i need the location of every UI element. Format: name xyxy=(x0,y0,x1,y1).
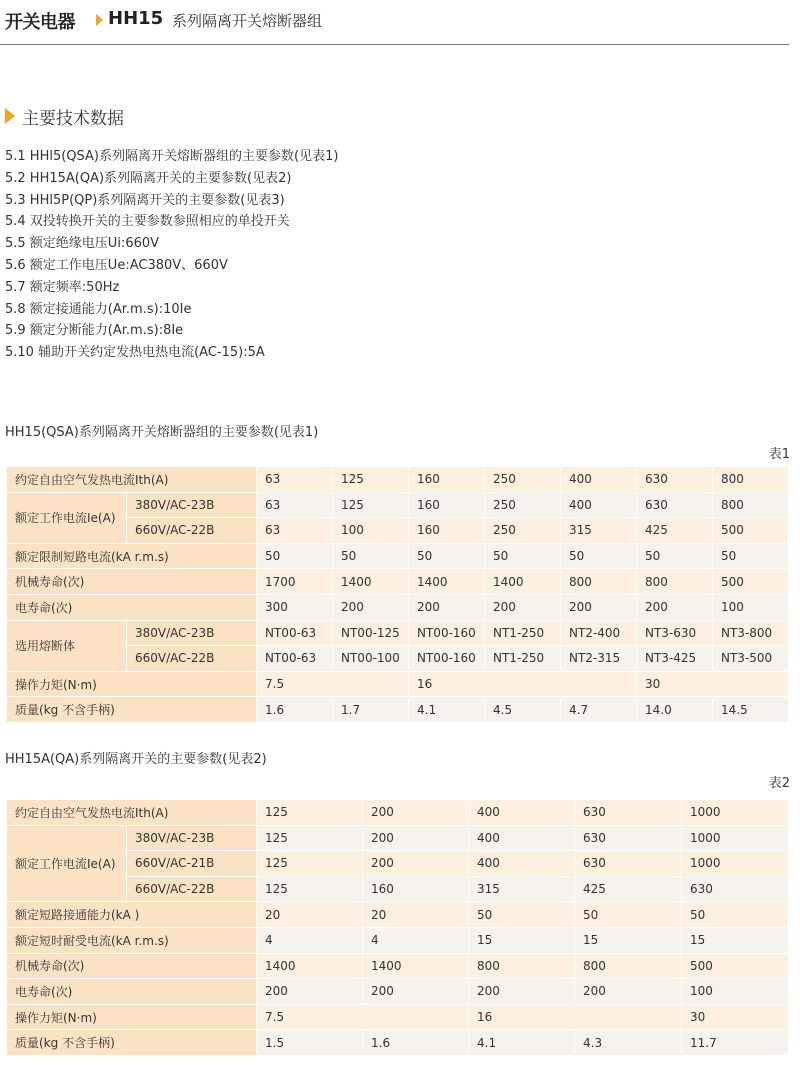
row-sublabel: 660V/AC-22B xyxy=(127,646,257,672)
table-cell: 125 xyxy=(257,825,363,851)
table-cell: 630 xyxy=(682,876,789,902)
table-cell: 125 xyxy=(257,876,363,902)
table-cell: 30 xyxy=(682,1004,789,1030)
table1 xyxy=(6,466,789,723)
table-cell: 14.0 xyxy=(637,697,713,723)
table-row xyxy=(7,569,789,595)
table-cell: 100 xyxy=(713,594,789,620)
table-row xyxy=(7,979,789,1005)
table-cell: 1400 xyxy=(409,569,485,595)
table-cell: 125 xyxy=(333,467,409,493)
spec-list xyxy=(5,146,338,364)
table-cell: 400 xyxy=(561,467,637,493)
table-cell: 400 xyxy=(469,800,575,826)
table2 xyxy=(6,799,789,1056)
table-cell: 160 xyxy=(363,876,469,902)
table-cell: NT3-425 xyxy=(637,646,713,672)
table-cell: 200 xyxy=(363,800,469,826)
table-cell: 800 xyxy=(713,467,789,493)
table-cell: NT1-250 xyxy=(485,620,561,646)
table-cell: 63 xyxy=(257,467,333,493)
row-label: 机械寿命(次) xyxy=(7,569,257,595)
table-cell: 1.6 xyxy=(363,1030,469,1056)
row-label: 额定工作电流Ie(A) xyxy=(7,492,127,543)
spec-item: 5.2 HH15A(QA)系列隔离开关的主要参数(见表2) xyxy=(5,170,292,186)
table-cell: 125 xyxy=(333,492,409,518)
table-cell: 63 xyxy=(257,518,333,544)
table-cell: 1700 xyxy=(257,569,333,595)
table-cell: 200 xyxy=(637,594,713,620)
table-cell: 400 xyxy=(469,825,575,851)
table1-caption: HH15(QSA)系列隔离开关熔断器组的主要参数(见表1) xyxy=(5,425,319,440)
row-sublabel: 380V/AC-23B xyxy=(127,620,257,646)
table-cell: NT00-125 xyxy=(333,620,409,646)
table-row xyxy=(7,1030,789,1056)
table-cell: 315 xyxy=(469,876,575,902)
table-cell: 800 xyxy=(469,953,575,979)
table-cell: 800 xyxy=(637,569,713,595)
table-cell: 16 xyxy=(469,1004,682,1030)
row-label: 电寿命(次) xyxy=(7,979,257,1005)
table-cell: 200 xyxy=(561,594,637,620)
table-row xyxy=(7,620,789,646)
table-cell: 50 xyxy=(333,543,409,569)
table1-number: 表1 xyxy=(768,447,790,462)
section-title: 主要技术数据 xyxy=(22,109,124,129)
header-arrow-icon xyxy=(96,14,103,26)
table-cell: 50 xyxy=(637,543,713,569)
spec-item: 5.4 双投转换开关的主要参数参照相应的单投开关 xyxy=(5,214,290,230)
table-cell: 125 xyxy=(257,800,363,826)
table-row xyxy=(7,1004,789,1030)
table-cell: 630 xyxy=(575,851,682,877)
table-cell: 630 xyxy=(637,492,713,518)
table-row xyxy=(7,902,789,928)
table-cell: NT00-160 xyxy=(409,646,485,672)
spec-item: 5.7 额定频率:50Hz xyxy=(5,279,120,295)
table-cell: 200 xyxy=(409,594,485,620)
row-label: 电寿命(次) xyxy=(7,594,257,620)
table-cell: 800 xyxy=(575,953,682,979)
category-title: 开关电器 xyxy=(5,12,75,33)
table-cell: 4.1 xyxy=(409,697,485,723)
table-cell: 125 xyxy=(257,851,363,877)
table-cell: 20 xyxy=(257,902,363,928)
table-cell: 100 xyxy=(682,979,789,1005)
table-cell: NT3-800 xyxy=(713,620,789,646)
table-row xyxy=(7,697,789,723)
table-cell: 425 xyxy=(637,518,713,544)
table-cell: 200 xyxy=(333,594,409,620)
table-cell: 1400 xyxy=(257,953,363,979)
table-cell: 15 xyxy=(682,927,789,953)
table-cell: 30 xyxy=(637,671,789,697)
table-cell: 1400 xyxy=(333,569,409,595)
table-cell: 50 xyxy=(682,902,789,928)
spec-item: 5.3 HHl5P(QP)系列隔离开关的主要参数(见表3) xyxy=(5,192,285,208)
table-cell: 250 xyxy=(485,467,561,493)
table-cell: 4.5 xyxy=(485,697,561,723)
spec-item: 5.5 额定绝缘电压Ui:660V xyxy=(5,236,160,252)
row-sublabel: 660V/AC-22B xyxy=(127,876,257,902)
table-cell: 50 xyxy=(485,543,561,569)
page-header xyxy=(0,0,789,45)
table-cell: 160 xyxy=(409,492,485,518)
section-arrow-icon xyxy=(5,108,15,124)
table-cell: 4 xyxy=(363,927,469,953)
table-cell: 200 xyxy=(575,979,682,1005)
row-label: 机械寿命(次) xyxy=(7,953,257,979)
table-cell: 4.7 xyxy=(561,697,637,723)
spec-item: 5.1 HHl5(QSA)系列隔离开关熔断器组的主要参数(见表1) xyxy=(5,149,339,164)
row-label: 操作力矩(N·m) xyxy=(7,1004,257,1030)
row-sublabel: 380V/AC-23B xyxy=(127,825,257,851)
table-cell: 15 xyxy=(575,927,682,953)
table-cell: 63 xyxy=(257,492,333,518)
row-sublabel: 660V/AC-22B xyxy=(127,518,257,544)
row-label: 质量(kg 不含手柄) xyxy=(7,1030,257,1056)
row-label: 操作力矩(N·m) xyxy=(7,671,257,697)
table-cell: NT00-100 xyxy=(333,646,409,672)
spec-item: 5.10 辅助开关约定发热电热电流(AC-15):5A xyxy=(5,345,265,361)
table-cell: NT2-400 xyxy=(561,620,637,646)
table-cell: 1.5 xyxy=(257,1030,363,1056)
table-row xyxy=(7,927,789,953)
table-cell: 425 xyxy=(575,876,682,902)
row-sublabel: 380V/AC-23B xyxy=(127,492,257,518)
table-cell: 160 xyxy=(409,518,485,544)
table-cell: 50 xyxy=(575,902,682,928)
table-cell: NT3-630 xyxy=(637,620,713,646)
table-cell: 1400 xyxy=(485,569,561,595)
row-label: 质量(kg 不含手柄) xyxy=(7,697,257,723)
table-cell: 630 xyxy=(637,467,713,493)
table-cell: 1400 xyxy=(363,953,469,979)
table-cell: NT1-250 xyxy=(485,646,561,672)
table-cell: 400 xyxy=(561,492,637,518)
table-cell: 250 xyxy=(485,518,561,544)
table-cell: 500 xyxy=(682,953,789,979)
table-cell: 4.3 xyxy=(575,1030,682,1056)
row-label: 约定自由空气发热电流Ith(A) xyxy=(7,467,257,493)
table-cell: 250 xyxy=(485,492,561,518)
table-cell: 500 xyxy=(713,569,789,595)
table-cell: 1.6 xyxy=(257,697,333,723)
table-row xyxy=(7,492,789,518)
table-cell: 800 xyxy=(561,569,637,595)
table-cell: 50 xyxy=(409,543,485,569)
table-cell: 100 xyxy=(333,518,409,544)
row-label: 约定自由空气发热电流Ith(A) xyxy=(7,800,257,826)
table-cell: 1000 xyxy=(682,825,789,851)
table-cell: 200 xyxy=(469,979,575,1005)
table-cell: 400 xyxy=(469,851,575,877)
table-cell: 200 xyxy=(363,825,469,851)
table-cell: 7.5 xyxy=(257,1004,469,1030)
table-cell: 1.7 xyxy=(333,697,409,723)
table-row xyxy=(7,467,789,493)
series-title: 系列隔离开关熔断器组 xyxy=(172,12,323,30)
table-cell: 200 xyxy=(485,594,561,620)
table-cell: 160 xyxy=(409,467,485,493)
table-cell: 50 xyxy=(561,543,637,569)
row-label: 额定短时耐受电流(kA r.m.s) xyxy=(7,927,257,953)
table-cell: 16 xyxy=(409,671,637,697)
table-row xyxy=(7,594,789,620)
spec-item: 5.6 额定工作电压Ue:AC380V、660V xyxy=(5,257,228,273)
table-cell: NT00-160 xyxy=(409,620,485,646)
row-label: 额定工作电流Ie(A) xyxy=(7,825,127,902)
row-label: 额定限制短路电流(kA r.m.s) xyxy=(7,543,257,569)
table-cell: 630 xyxy=(575,825,682,851)
table-cell: NT3-500 xyxy=(713,646,789,672)
table-cell: 50 xyxy=(469,902,575,928)
table-cell: 7.5 xyxy=(257,671,409,697)
row-label: 选用熔断体 xyxy=(7,620,127,671)
table-cell: 300 xyxy=(257,594,333,620)
row-label: 额定短路接通能力(kA ) xyxy=(7,902,257,928)
table-cell: 1000 xyxy=(682,800,789,826)
table-cell: 200 xyxy=(363,979,469,1005)
table-cell: 500 xyxy=(713,518,789,544)
table-cell: 20 xyxy=(363,902,469,928)
table-cell: 11.7 xyxy=(682,1030,789,1056)
table-cell: 200 xyxy=(363,851,469,877)
table-cell: 4.1 xyxy=(469,1030,575,1056)
table-row xyxy=(7,825,789,851)
table-row xyxy=(7,671,789,697)
table-cell: 50 xyxy=(713,543,789,569)
table-cell: 50 xyxy=(257,543,333,569)
table-row xyxy=(7,800,789,826)
table-cell: 15 xyxy=(469,927,575,953)
row-sublabel: 660V/AC-21B xyxy=(127,851,257,877)
table-cell: 4 xyxy=(257,927,363,953)
table-cell: 1000 xyxy=(682,851,789,877)
table-cell: NT2-315 xyxy=(561,646,637,672)
table-cell: NT00-63 xyxy=(257,646,333,672)
table-cell: 315 xyxy=(561,518,637,544)
table2-number: 表2 xyxy=(768,776,790,791)
spec-item: 5.9 额定分断能力(Ar.m.s):8Ie xyxy=(5,323,184,339)
table-row xyxy=(7,543,789,569)
model-title: HH15 xyxy=(108,8,164,29)
spec-item: 5.8 额定接通能力(Ar.m.s):10Ie xyxy=(5,301,192,317)
table-cell: 800 xyxy=(713,492,789,518)
table-cell: 200 xyxy=(257,979,363,1005)
table-cell: 630 xyxy=(575,800,682,826)
table-cell: 14.5 xyxy=(713,697,789,723)
table-cell: NT00-63 xyxy=(257,620,333,646)
table2-caption: HH15A(QA)系列隔离开关的主要参数(见表2) xyxy=(5,752,267,767)
table-row xyxy=(7,953,789,979)
